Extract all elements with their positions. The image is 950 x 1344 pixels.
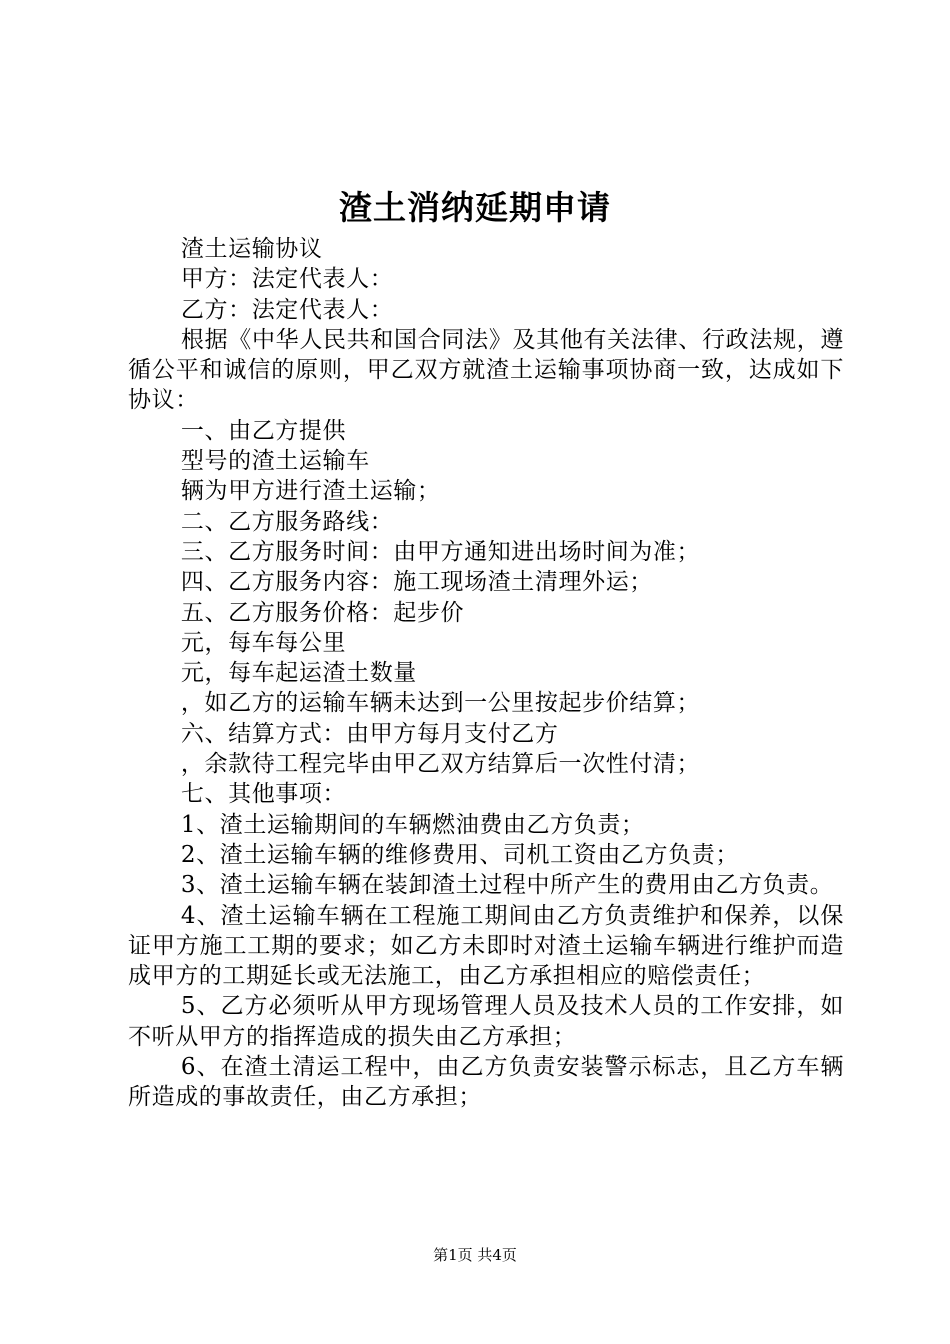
paragraph: 二、乙方服务路线：	[180, 508, 394, 535]
paragraph: ，如乙方的运输车辆未达到一公里按起步价结算；	[180, 690, 701, 717]
paragraph: 根据《中华人民共和国合同法》及其他有关法律、行政法规，遵循公平和诚信的原则，甲乙双方就渣土运输事项协商一致，达成如下协议：	[128, 326, 844, 414]
paragraph: 六、结算方式：由甲方每月支付乙方	[180, 720, 559, 747]
paragraph: ，余款待工程完毕由甲乙双方结算后一次性付清；	[180, 751, 701, 778]
paragraph: 乙方：法定代表人：	[180, 296, 394, 323]
paragraph: 5、乙方必须听从甲方现场管理人员及技术人员的工作安排，如不听从甲方的指挥造成的损失由乙方承担；	[128, 993, 844, 1050]
paragraph: 元，每车起运渣土数量	[180, 660, 417, 687]
paragraph: 3、渣土运输车辆在装卸渣土过程中所产生的费用由乙方负责。	[180, 872, 834, 899]
paragraph: 五、乙方服务价格：起步价	[180, 599, 465, 626]
document-body	[128, 234, 844, 1113]
paragraph: 4、渣土运输车辆在工程施工期间由乙方负责维护和保养，以保证甲方施工工期的要求；如乙方未即时对渣土运输车辆进行维护而造成甲方的工期延长或无法施工，由乙方承担相应的赔偿责任；	[128, 902, 844, 990]
paragraph: 甲方：法定代表人：	[180, 266, 394, 293]
paragraph: 型号的渣土运输车	[180, 448, 370, 475]
paragraph: 三、乙方服务时间：由甲方通知进出场时间为准；	[180, 538, 701, 565]
document-title: 渣土消纳延期申请	[339, 188, 611, 227]
paragraph: 四、乙方服务内容：施工现场渣土清理外运；	[180, 569, 653, 596]
paragraph: 七、其他事项：	[180, 781, 347, 808]
page-indicator: 第1页 共4页	[433, 1246, 517, 1264]
paragraph: 6、在渣土清运工程中，由乙方负责安装警示标志，且乙方车辆所造成的事故责任，由乙方承担；	[128, 1054, 844, 1111]
paragraph: 渣土运输协议	[180, 236, 323, 262]
paragraph: 元，每车每公里	[180, 629, 347, 656]
paragraph: 2、渣土运输车辆的维修费用、司机工资由乙方负责；	[180, 841, 739, 868]
paragraph: 1、渣土运输期间的车辆燃油费由乙方负责；	[180, 811, 645, 838]
paragraph: 一、由乙方提供	[180, 417, 347, 444]
paragraph: 辆为甲方进行渣土运输；	[180, 478, 441, 505]
